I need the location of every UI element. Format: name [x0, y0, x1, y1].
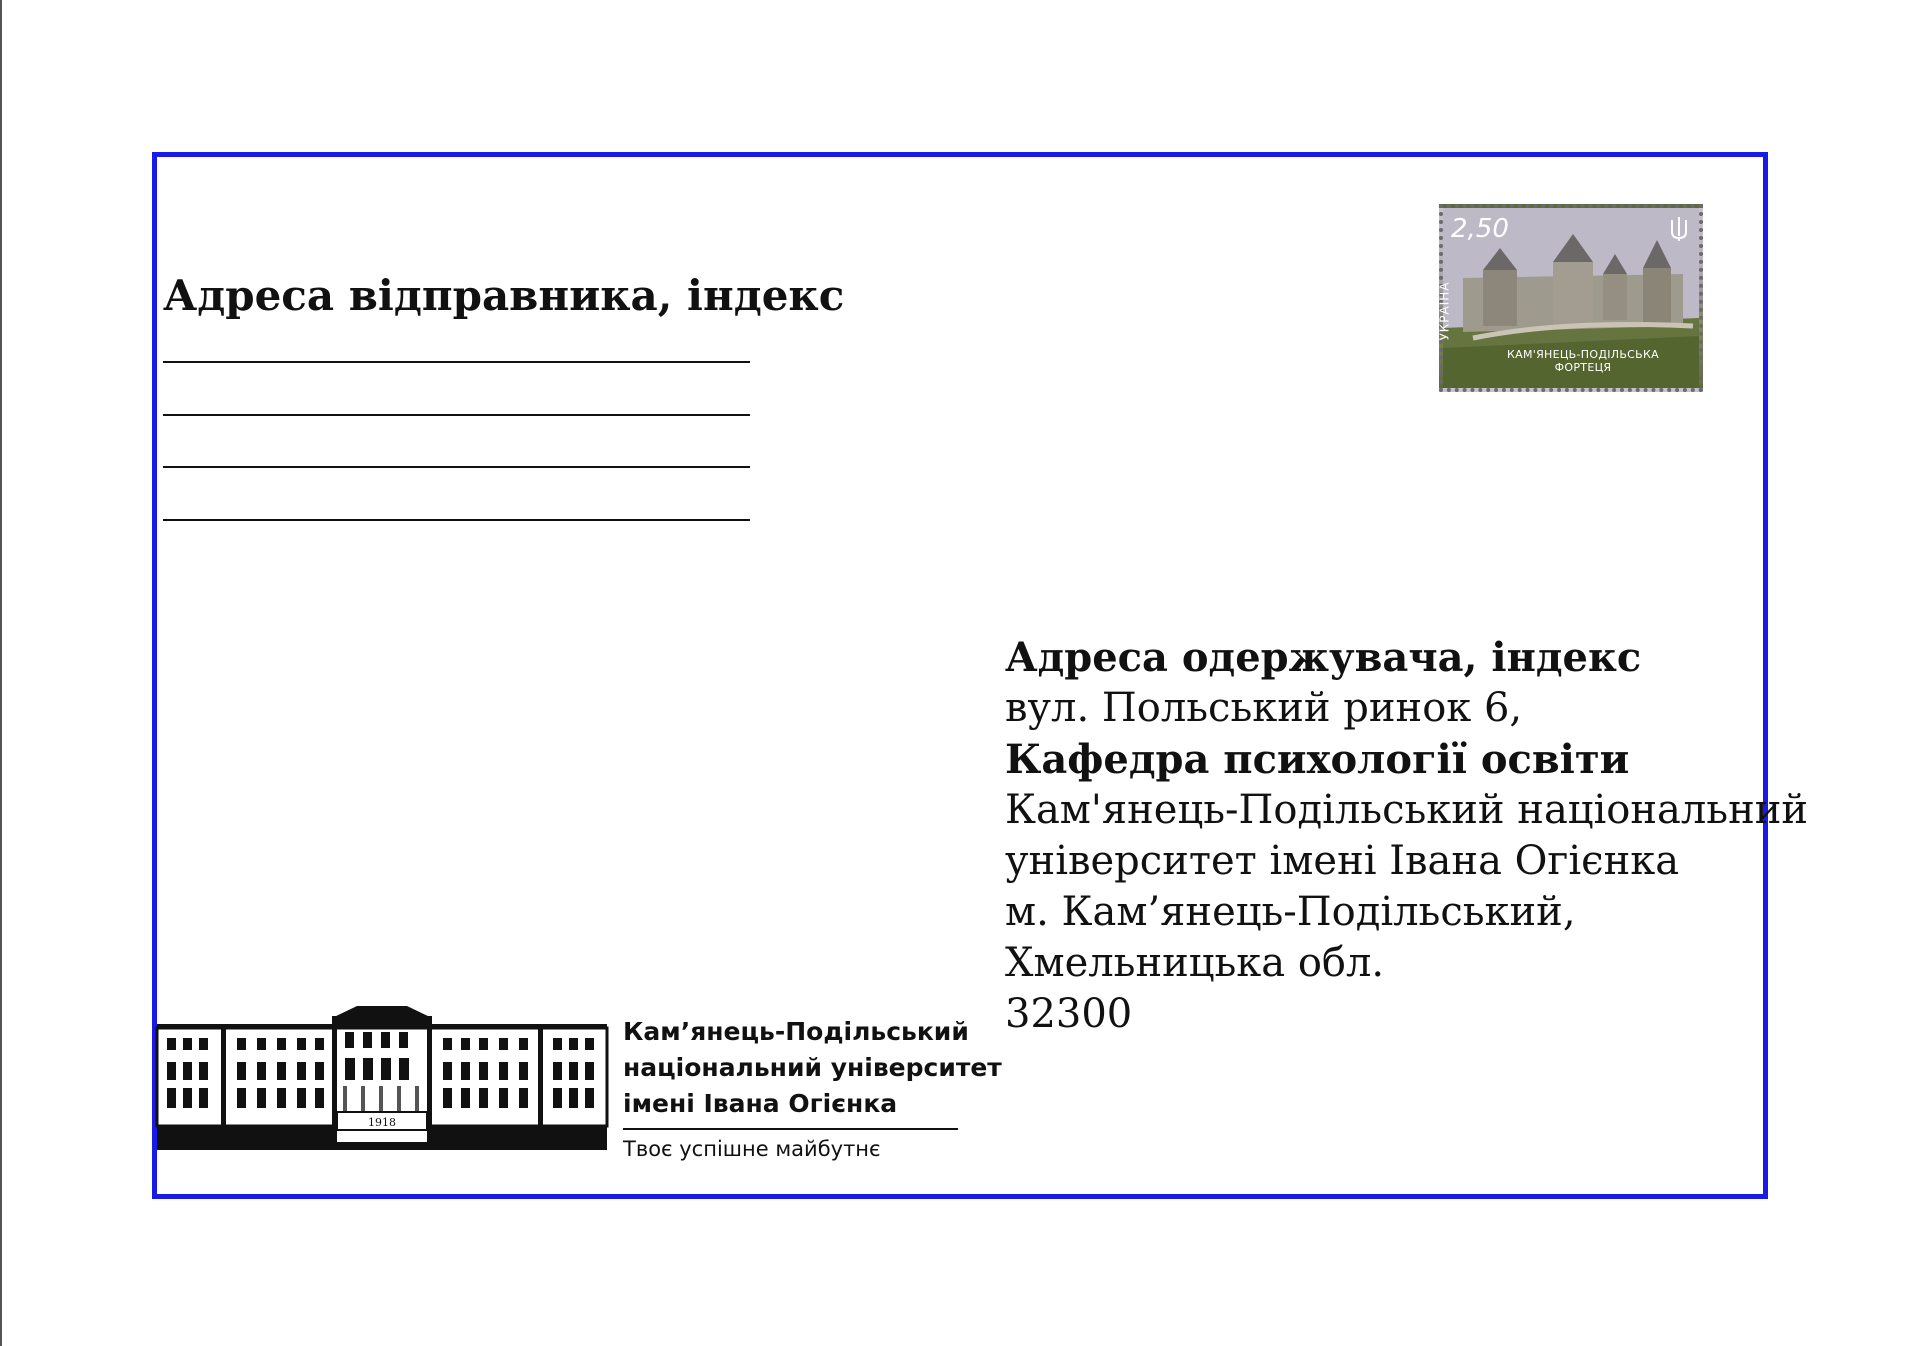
logo-divider — [623, 1128, 958, 1130]
logo-tagline: Твоє успішне майбутнє — [623, 1137, 881, 1161]
university-building-logo — [157, 996, 607, 1152]
logo-name-line-1: Кам’янець-Подільський — [623, 1017, 969, 1046]
sender-address-line-1[interactable] — [163, 361, 750, 363]
stamp-caption — [1481, 348, 1685, 374]
logo-year: 1918 — [368, 1116, 396, 1129]
stamp-value: 2,50 — [1451, 214, 1509, 244]
sender-address-line-2[interactable] — [163, 414, 750, 416]
recipient-postcode: 32300 — [1005, 991, 1133, 1037]
trident-icon — [1669, 216, 1689, 242]
page-edge — [0, 0, 2, 1346]
recipient-university-line-1: Кам'янець-Подільський національний — [1005, 787, 1809, 833]
stamp-country: УКРАЇНА — [1437, 281, 1452, 341]
recipient-region: Хмельницька обл. — [1005, 940, 1385, 986]
stamp-caption-line-1: КАМ'ЯНЕЦЬ-ПОДІЛЬСЬКА — [1507, 348, 1659, 361]
logo-name-line-3: імені Івана Огієнка — [623, 1089, 898, 1118]
recipient-address — [1005, 632, 1808, 1040]
logo-name-line-2: національний університет — [623, 1053, 1002, 1082]
postage-stamp — [1439, 204, 1703, 392]
recipient-city: м. Кам’янець-Подільський, — [1005, 889, 1576, 935]
sender-address-line-4[interactable] — [163, 519, 750, 521]
sender-address-title: Адреса відправника, індекс — [163, 271, 845, 320]
recipient-address-title: Адреса одержувача, індекс — [1005, 634, 1642, 681]
sender-address-line-3[interactable] — [163, 466, 750, 468]
recipient-department: Кафедра психології освіти — [1005, 736, 1630, 783]
recipient-university-line-2: університет імені Івана Огієнка — [1005, 838, 1680, 884]
university-logo-text — [623, 1014, 1002, 1164]
recipient-street: вул. Польський ринок 6, — [1005, 685, 1523, 731]
stamp-caption-line-2: ФОРТЕЦЯ — [1554, 361, 1612, 374]
